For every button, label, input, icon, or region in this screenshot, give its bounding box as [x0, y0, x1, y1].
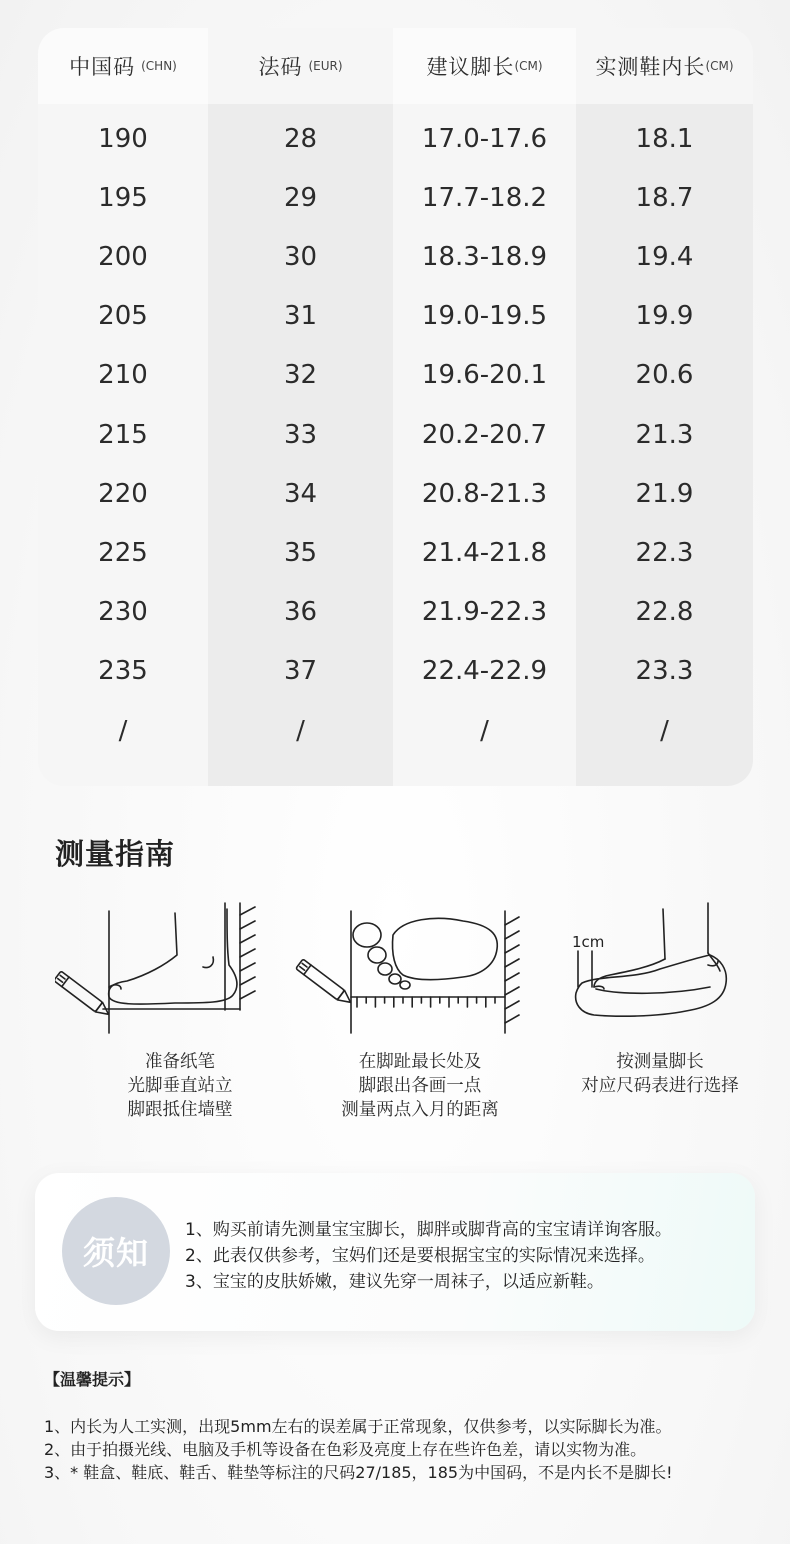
table-cell: 20.8-21.3	[421, 478, 548, 509]
step-1-caption: 准备纸笔 光脚垂直站立 脚跟抵住墙壁	[127, 1052, 233, 1120]
table-cell: 210	[98, 360, 148, 391]
notice-line-2: 2、此表仅供参考，宝妈们还是要根据宝宝的实际情况来选择。	[185, 1246, 655, 1266]
size-table	[38, 28, 753, 786]
header-inner-length: 实测鞋内长 (CM)	[595, 55, 734, 79]
table-cell: 30	[283, 241, 318, 272]
foot-side-pencil-icon	[55, 895, 260, 1035]
table-cell: 19.0-19.5	[421, 301, 548, 332]
foot-in-shoe-icon	[560, 895, 740, 1035]
tip-line-2: 2、由于拍摄光线、电脑及手机等设备在色彩及亮度上存在些许色差，请以实物为准。	[44, 1440, 647, 1459]
table-cell: 37	[283, 656, 318, 687]
table-cell: 34	[283, 478, 318, 509]
table-cell: 235	[98, 656, 148, 687]
table-cell: 195	[98, 182, 148, 213]
table-cell: 200	[98, 241, 148, 272]
notice-badge: 须知	[62, 1197, 170, 1305]
table-cell: 28	[283, 123, 318, 154]
notice-line-3: 3、宝宝的皮肤娇嫩，建议先穿一周袜子，以适应新鞋。	[185, 1272, 604, 1292]
foot-top-ruler-icon	[295, 895, 525, 1035]
table-cell: 20.2-20.7	[421, 419, 548, 450]
table-cell: 18.7	[635, 182, 694, 213]
table-cell: 33	[283, 419, 318, 450]
table-cell: 35	[283, 537, 318, 568]
step-3-caption: 按测量脚长 对应尺码表进行选择	[581, 1052, 739, 1096]
header-chn: 中国码 (CHN)	[69, 55, 177, 79]
table-cell: 19.9	[635, 301, 694, 332]
table-cell: 18.1	[635, 123, 694, 154]
notice-line-1: 1、购买前请先测量宝宝脚长，脚胖或脚背高的宝宝请详询客服。	[185, 1220, 672, 1240]
table-cell: 18.3-18.9	[421, 241, 548, 272]
table-cell: 190	[98, 123, 148, 154]
table-cell: 21.9	[635, 478, 694, 509]
table-cell: 225	[98, 537, 148, 568]
table-cell: 29	[283, 182, 318, 213]
table-cell: /	[480, 715, 489, 746]
tip-line-3: 3、* 鞋盒、鞋底、鞋舌、鞋垫等标注的尺码27/185，185为中国码，不是内长不是脚长!	[44, 1463, 673, 1482]
table-cell: 22.4-22.9	[421, 656, 548, 687]
one-cm-label: 1cm	[572, 933, 605, 951]
table-cell: 17.0-17.6	[421, 123, 548, 154]
tips-title: 【温馨提示】	[44, 1370, 141, 1389]
table-cell: /	[296, 715, 305, 746]
table-cell: 20.6	[635, 360, 694, 391]
table-cell: 23.3	[635, 656, 694, 687]
tip-line-1: 1、内长为人工实测，出现5mm左右的误差属于正常现象，仅供参考，以实际脚长为准。	[44, 1417, 672, 1436]
table-cell: 31	[283, 301, 318, 332]
table-cell: 19.4	[635, 241, 694, 272]
table-cell: 21.9-22.3	[421, 597, 548, 628]
table-cell: 22.8	[635, 597, 694, 628]
table-cell: 32	[283, 360, 318, 391]
table-cell: 36	[283, 597, 318, 628]
table-cell: 21.3	[635, 419, 694, 450]
step-2-caption: 在脚趾最长处及 脚跟出各画一点 测量两点入月的距离	[341, 1052, 499, 1120]
header-eur: 法码 (EUR)	[258, 55, 343, 79]
table-cell: 205	[98, 301, 148, 332]
header-foot-length: 建议脚长 (CM)	[426, 55, 543, 79]
table-cell: 220	[98, 478, 148, 509]
table-cell: 19.6-20.1	[421, 360, 548, 391]
table-cell: 230	[98, 597, 148, 628]
table-cell: /	[660, 715, 669, 746]
guide-title: 测量指南	[55, 837, 176, 871]
table-cell: /	[118, 715, 128, 746]
table-cell: 22.3	[635, 537, 694, 568]
table-cell: 215	[98, 419, 148, 450]
table-cell: 17.7-18.2	[421, 182, 548, 213]
table-cell: 21.4-21.8	[421, 537, 548, 568]
